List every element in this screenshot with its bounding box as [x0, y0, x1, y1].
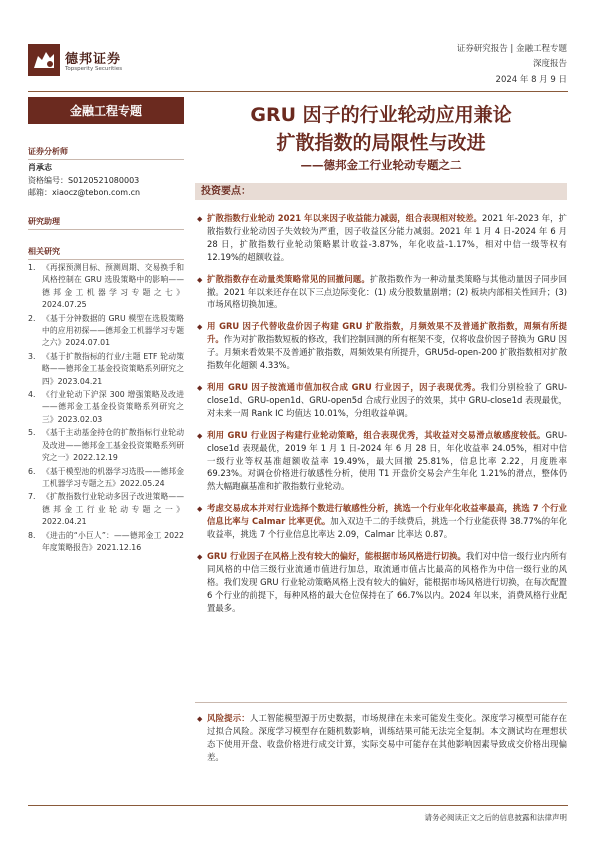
- related-item[interactable]: [28, 466, 184, 491]
- point-item: [197, 381, 567, 420]
- diamond-bullet-icon: ◆: [197, 552, 203, 561]
- report-title-line2: 扩散指数的局限性与改进: [276, 132, 486, 154]
- brand-name-en: Topsperity Securities: [65, 66, 123, 72]
- point-highlight: 考虑交易成本并对行业选择个数进行敏感性分析，挑选一个行业年化收益率最高，挑选 7 个行业信息比率与 Calmar 比率更优。: [207, 503, 567, 527]
- point-item: [197, 502, 567, 541]
- footer-divider: [28, 805, 568, 806]
- point-highlight: GRU 行业因子在风格上没有较大的偏好，能根据市场风格进行切换。: [207, 550, 466, 561]
- related-text: 《再探预测目标、预测周期、交易换手和风格控制在 GRU 选股策略中的影响——德邦金工机器学习专题之七》2024.07.25: [42, 263, 184, 310]
- analyst-info: [28, 162, 184, 200]
- report-category: 证券研究报告 | 金融工程专题: [456, 44, 567, 54]
- point-highlight: 利用 GRU 行业因子构建行业轮动策略，组合表现优秀，其收益对交易滑点敏感度较低。: [207, 429, 546, 440]
- related-text: 《基于扩散指标的行业/主题 ETF 轮动策略——德邦金工基金投资策略系列研究之四》2023.04.21: [42, 351, 184, 386]
- related-num: 5.: [28, 428, 36, 438]
- point-text: GRU-close1d 表现最优，2019 年 1 月 1 日-2024 年 6 月 28 日，年化收益率 24.05%，相对中信一级行业等权基准超额收益率 19.49%，最大回撤 25.81%，信息比率 2.22，月度胜率 69.23%。对调仓价格进行敏感性分析，使用 T1 开盘价交易会产生年化 1.21%的滑点，整体仍然大幅跑赢基准和扩散指数行业轮动。: [207, 429, 567, 492]
- point-highlight: 用 GRU 因子代替收盘价因子构建 GRU 扩散指数，月频效果不及普通扩散指数，周频有所提升。: [207, 321, 567, 345]
- point-text: 2021 年-2023 年，扩散指数行业轮动因子失效较为严重，因子收益区分能力减弱。2021 年 1 月 4 日-2024 年 6 月 28 日，扩散指数行业轮动策略累计收益-3.87%，年化收益-1.17%，相对中信一级等权有 12.19%的超额收益。: [207, 213, 567, 262]
- related-num: 8.: [28, 530, 36, 540]
- logo-mark-icon: [28, 44, 60, 76]
- point-text: 扩散指数作为一种动量类策略与其他动量因子同步回撤。2021 年以来还存在以下三点边际变化：(1) 成分股数量剧增；(2) 板块内部相关性回升；(3) 市场风格切换加速。: [207, 273, 568, 310]
- point-item: [197, 273, 567, 312]
- brand-name-cn: 德邦证券: [65, 52, 122, 67]
- point-highlight: 扩散指数行业轮动 2021 年以来因子收益能力减弱，组合表现相对较差。: [207, 213, 483, 223]
- point-highlight: 扩散指数存在动量类策略常见的回撤问题。: [207, 273, 370, 284]
- related-item[interactable]: [28, 262, 184, 312]
- header-divider: [28, 91, 568, 92]
- related-num: 6.: [28, 466, 36, 476]
- related-num: 4.: [28, 390, 36, 400]
- related-item[interactable]: [28, 313, 184, 350]
- point-text: 加入双边千二的手续费后，挑选一个行业能获得 38.77%的年化收益率，挑选 7 个行业信息比率达 2.09，Calmar 比率达 0.87。: [207, 516, 567, 540]
- point-text: 我们对中信一级行业内所有同风格的中信三级行业流通市值进行加总，取流通市值占比最高的风格作为中信一级行业的风格。我们发现 GRU 行业轮动策略风格上没有较大的偏好，能根据市场风格进行切换，在每次配置 6 个行业的前提下，每种风格的最大仓位保持在了 66.7%以内。2024 年以来，消费风格行业配置最多。: [207, 550, 568, 613]
- assistant-label: 研究助理: [28, 216, 184, 230]
- related-item[interactable]: [28, 351, 184, 388]
- section-title: 金融工程专题: [28, 97, 184, 124]
- investment-points: [197, 212, 567, 623]
- risk-label: 风险提示：: [207, 713, 250, 723]
- point-text: 我们分别检验了 GRU-close1d、GRU-open1d、GRU-open5d 合成行业因子的效果，其中 GRU-close1d 表现最优，对未来一周 Rank IC 均值达 10.01%，分组收益单调。: [207, 381, 567, 418]
- related-text: 《基于主动基金持仓的扩散指标行业轮动及改进——德邦金工基金投资策略系列研究之一》2022.12.19: [42, 428, 184, 463]
- diamond-bullet-icon: ◆: [197, 505, 203, 514]
- related-item[interactable]: [28, 427, 184, 464]
- diamond-bullet-icon: ◆: [197, 383, 203, 392]
- related-text: 《行业轮动下沪深 300 增强策略及改进 ——德邦金工基金投资策略系列研究之三》2023.02.03: [42, 390, 184, 424]
- analyst-email[interactable]: 邮箱：xiaocz@tebon.com.cn: [28, 188, 141, 197]
- analyst-cert: 资格编号：S0120521080003: [28, 175, 140, 185]
- report-subtitle: ——德邦金工行业轮动专题之二: [300, 158, 462, 172]
- related-text: 《扩散指数行业轮动多因子改进策略——德邦金工行业轮动专题之一》2022.04.21: [42, 492, 184, 527]
- related-num: 1.: [28, 263, 36, 272]
- footer-disclaimer: 请务必阅读正文之后的信息披露和法律声明: [424, 813, 567, 822]
- risk-warning: [197, 712, 567, 773]
- related-text: 《基于分钟数据的 GRU 模型在选股策略中的应用初探——德邦金工机器学习专题之六》2024.07.01: [42, 313, 184, 348]
- related-item[interactable]: [28, 389, 184, 426]
- related-label: 相关研究: [28, 246, 184, 260]
- point-item: [197, 320, 567, 372]
- risk-text: 人工智能模型源于历史数据，市场规律在未来可能发生变化。深度学习模型可能存在过拟合风险。深度学习模型存在随机数影响，训练结果可能无法完全复制。本文测试均在理想状态下使用开盘、收盘价格进行成交计算，实际交易中可能存在其他影响因素导致成交价格出现偏差。: [207, 713, 568, 762]
- related-num: 2.: [28, 313, 36, 323]
- diamond-bullet-icon: ◆: [197, 275, 203, 284]
- risk-divider: [195, 702, 567, 703]
- report-type: 深度报告: [532, 59, 567, 69]
- diamond-bullet-icon: ◆: [197, 323, 203, 332]
- point-item: [197, 429, 567, 494]
- diamond-bullet-icon: ◆: [197, 715, 203, 723]
- related-text: 《进击的“小巨人”：——德邦金工 2022 年度策略报告》2021.12.16: [42, 530, 184, 552]
- analyst-name: 肖承志: [28, 163, 52, 172]
- analyst-label: 证券分析师: [28, 146, 184, 160]
- related-text: 《基于模型池的机器学习选股——德邦金工机器学习专题之五》2022.05.24: [42, 466, 184, 488]
- related-num: 3.: [28, 351, 36, 361]
- related-num: 7.: [28, 492, 36, 502]
- company-logo: [28, 44, 138, 84]
- point-item: [197, 212, 567, 264]
- related-item[interactable]: [28, 530, 184, 555]
- diamond-bullet-icon: ◆: [197, 431, 203, 440]
- report-date: 2024 年 8 月 9 日: [495, 75, 567, 85]
- related-research-list: [28, 262, 184, 555]
- point-text: 作为对扩散指数短板的修改，我们控制回测的所有框架不变，仅将收盘价因子替换为 GRU 因子。月频来看效果不及普通扩散指数，周频效果有所提升，GRU5d-open-200 扩散指数相对扩散指数年化超额 4.33%。: [207, 334, 567, 371]
- investment-points-header: 投资要点：: [195, 183, 567, 200]
- related-item[interactable]: [28, 491, 184, 528]
- diamond-bullet-icon: ◆: [197, 215, 203, 223]
- report-title-line1: GRU 因子的行业轮动应用兼论: [250, 104, 512, 126]
- point-item: [197, 550, 567, 615]
- point-highlight: 利用 GRU 因子按流通市值加权合成 GRU 行业因子，因子表现优秀。: [207, 381, 481, 392]
